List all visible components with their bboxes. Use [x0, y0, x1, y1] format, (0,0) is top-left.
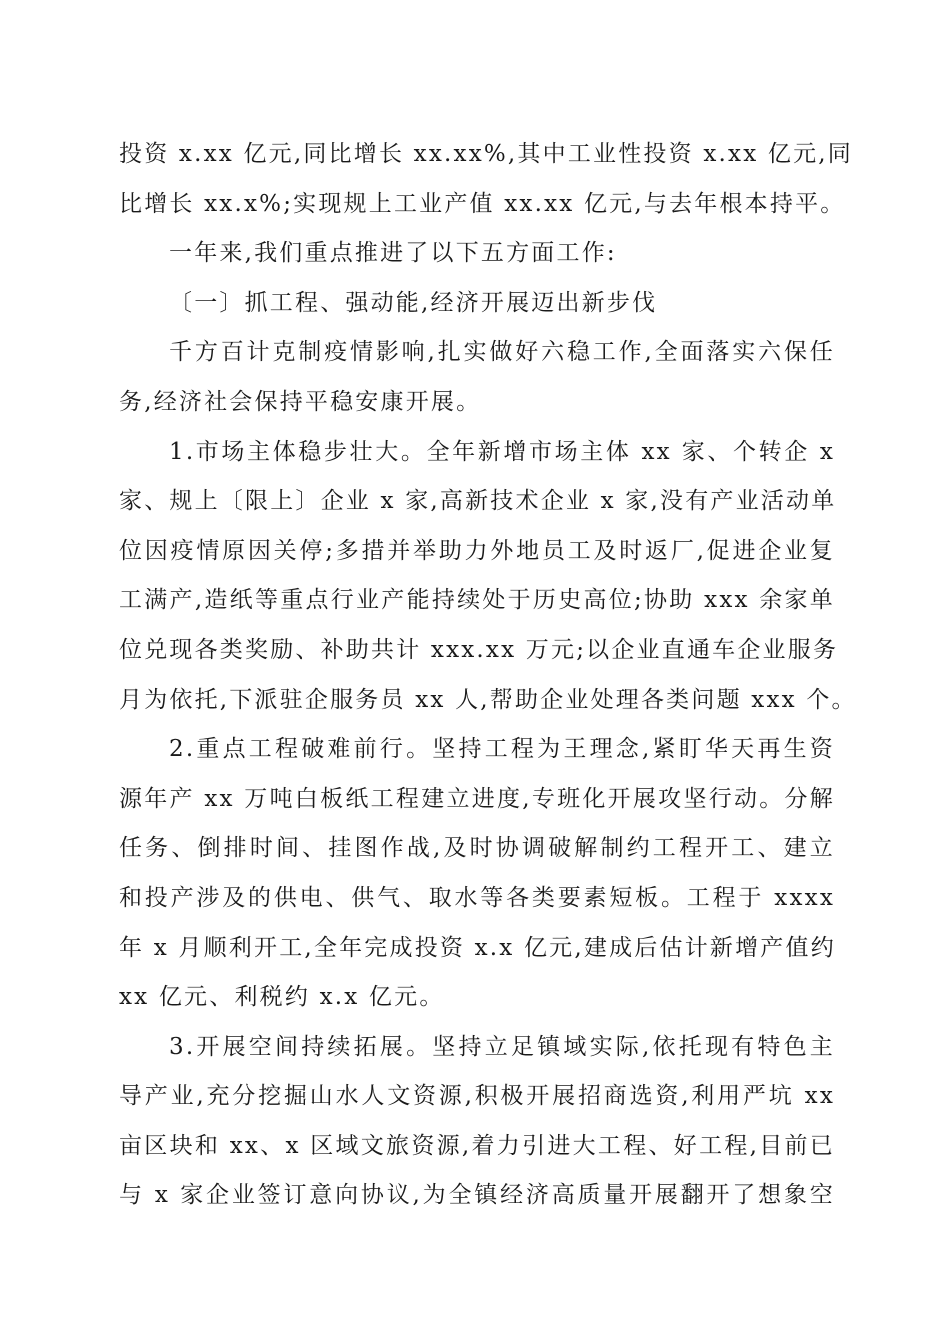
text-line: 亩区块和 xx、x 区域文旅资源,着力引进大工程、好工程,目前已	[119, 1132, 835, 1159]
text-line: 月为依托,下派驻企服务员 xx 人,帮助企业处理各类问题 xxx 个。	[119, 686, 857, 713]
text-line: 〔一〕抓工程、强动能,经济开展迈出新步伐	[169, 289, 658, 316]
text-line: 比增长 xx.x%;实现规上工业产值 xx.xx 亿元,与去年根本持平。	[119, 190, 846, 217]
text-line: 千方百计克制疫情影响,扎实做好六稳工作,全面落实六保任	[169, 339, 835, 366]
text-line: 位兑现各类奖励、补助共计 xxx.xx 万元;以企业直通车企业服务	[119, 636, 839, 663]
text-line: xx 亿元、利税约 x.x 亿元。	[119, 984, 445, 1011]
text-line: 3.开展空间持续拓展。坚持立足镇域实际,依托现有特色主	[169, 1033, 835, 1060]
text-line: 1.市场主体稳步壮大。全年新增市场主体 xx 家、个转企 x	[169, 438, 835, 465]
text-line: 务,经济社会保持平稳安康开展。	[119, 388, 482, 415]
text-line: 2.重点工程破难前行。坚持工程为王理念,紧盯华天再生资	[169, 736, 835, 763]
text-line: 投资 x.xx 亿元,同比增长 xx.xx%,其中工业性投资 x.xx 亿元,同	[119, 141, 853, 167]
text-line: 任务、倒排时间、挂图作战,及时协调破解制约工程开工、建立	[119, 835, 835, 862]
text-line: 和投产涉及的供电、供气、取水等各类要素短板。工程于 xxxx	[119, 884, 835, 911]
text-line: 一年来,我们重点推进了以下五方面工作:	[169, 240, 617, 267]
document-body	[119, 130, 857, 1221]
text-line: 导产业,充分挖掘山水人文资源,积极开展招商选资,利用严坑 xx	[119, 1083, 835, 1110]
text-line: 工满产,造纸等重点行业产能持续处于历史高位;协助 xxx 余家单	[119, 587, 835, 614]
text-line: 家、规上〔限上〕企业 x 家,高新技术企业 x 家,没有产业活动单	[119, 488, 837, 515]
text-line: 源年产 xx 万吨白板纸工程建立进度,专班化开展攻坚行动。分解	[119, 785, 835, 812]
text-line: 年 x 月顺利开工,全年完成投资 x.x 亿元,建成后估计新增产值约	[119, 934, 836, 961]
text-line: 位因疫情原因关停;多措并举助力外地员工及时返厂,促进企业复	[119, 537, 835, 564]
text-line: 与 x 家企业签订意向协议,为全镇经济高质量开展翻开了想象空	[119, 1182, 835, 1209]
